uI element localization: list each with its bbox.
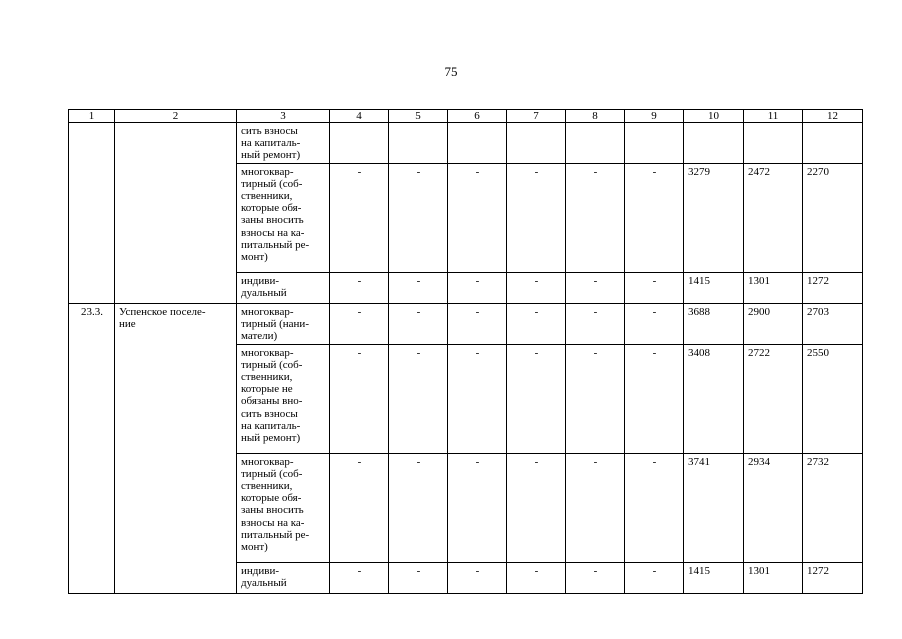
value-cell: 2550 xyxy=(803,344,863,453)
value-cell: - xyxy=(389,453,448,562)
value-cell: 2270 xyxy=(803,163,863,272)
column-header: 4 xyxy=(330,110,389,123)
value-cell: - xyxy=(566,303,625,344)
value-cell: - xyxy=(330,303,389,344)
table-row xyxy=(69,303,863,344)
table-row xyxy=(69,123,863,164)
column-header: 1 xyxy=(69,110,115,123)
value-cell: - xyxy=(448,303,507,344)
column-header: 3 xyxy=(237,110,330,123)
page-number: 75 xyxy=(444,64,458,79)
value-cell xyxy=(803,123,863,164)
value-cell: 2703 xyxy=(803,303,863,344)
column-header: 9 xyxy=(625,110,684,123)
value-cell: - xyxy=(507,272,566,303)
value-cell: 1415 xyxy=(684,272,744,303)
value-cell: - xyxy=(389,562,448,593)
value-cell: 3408 xyxy=(684,344,744,453)
value-cell: 1301 xyxy=(744,272,803,303)
value-cell: 3279 xyxy=(684,163,744,272)
value-cell: - xyxy=(566,272,625,303)
value-cell: 2900 xyxy=(744,303,803,344)
value-cell: - xyxy=(625,163,684,272)
value-cell: - xyxy=(625,344,684,453)
value-cell: 1272 xyxy=(803,272,863,303)
settlement-code-cell: 23.3. xyxy=(69,303,115,593)
value-cell xyxy=(330,123,389,164)
value-cell: - xyxy=(566,453,625,562)
column-header: 6 xyxy=(448,110,507,123)
value-cell xyxy=(625,123,684,164)
value-cell: - xyxy=(507,163,566,272)
housing-type-cell: многоквар- тирный (соб- ственники, которые обя- заны вносить взносы на ка- питальный ре- монт) xyxy=(237,163,330,272)
value-cell: - xyxy=(566,562,625,593)
value-cell: - xyxy=(507,344,566,453)
value-cell: - xyxy=(507,453,566,562)
value-cell: - xyxy=(389,303,448,344)
value-cell: - xyxy=(448,163,507,272)
value-cell xyxy=(684,123,744,164)
settlement-code-cell xyxy=(69,123,115,304)
value-cell xyxy=(507,123,566,164)
value-cell: - xyxy=(566,163,625,272)
column-header: 5 xyxy=(389,110,448,123)
value-cell: 1301 xyxy=(744,562,803,593)
value-cell: - xyxy=(507,303,566,344)
value-cell: - xyxy=(507,562,566,593)
value-cell: - xyxy=(448,562,507,593)
value-cell: 1415 xyxy=(684,562,744,593)
value-cell: - xyxy=(330,562,389,593)
housing-type-cell: многоквар- тирный (соб- ственники, которые обя- заны вносить взносы на ка- питальный ре- монт) xyxy=(237,453,330,562)
value-cell: - xyxy=(566,344,625,453)
value-cell: - xyxy=(448,453,507,562)
column-header: 7 xyxy=(507,110,566,123)
value-cell: - xyxy=(625,453,684,562)
header-row xyxy=(69,110,863,123)
housing-type-cell: сить взносы на капиталь- ный ремонт) xyxy=(237,123,330,164)
housing-type-cell: многоквар- тирный (нани- матели) xyxy=(237,303,330,344)
value-cell: - xyxy=(330,344,389,453)
value-cell xyxy=(566,123,625,164)
value-cell: - xyxy=(625,303,684,344)
value-cell: 3741 xyxy=(684,453,744,562)
value-cell: - xyxy=(448,344,507,453)
value-cell: 3688 xyxy=(684,303,744,344)
value-cell: - xyxy=(625,272,684,303)
column-header: 8 xyxy=(566,110,625,123)
value-cell: 2732 xyxy=(803,453,863,562)
housing-type-cell: многоквар- тирный (соб- ственники, которые не обязаны вно- сить взносы на капиталь- ный ремонт) xyxy=(237,344,330,453)
value-cell: - xyxy=(389,344,448,453)
value-cell: - xyxy=(330,453,389,562)
value-cell: - xyxy=(389,163,448,272)
value-cell: 1272 xyxy=(803,562,863,593)
tariff-table xyxy=(68,109,863,594)
settlement-name-cell: Успенское поселе- ние xyxy=(115,303,237,593)
value-cell: - xyxy=(330,163,389,272)
value-cell xyxy=(744,123,803,164)
housing-type-cell: индиви- дуальный xyxy=(237,562,330,593)
value-cell xyxy=(389,123,448,164)
value-cell: - xyxy=(330,272,389,303)
value-cell: 2934 xyxy=(744,453,803,562)
value-cell: - xyxy=(625,562,684,593)
value-cell xyxy=(448,123,507,164)
housing-type-cell: индиви- дуальный xyxy=(237,272,330,303)
column-header: 2 xyxy=(115,110,237,123)
value-cell: 2722 xyxy=(744,344,803,453)
value-cell: 2472 xyxy=(744,163,803,272)
value-cell: - xyxy=(389,272,448,303)
column-header: 12 xyxy=(803,110,863,123)
column-header: 11 xyxy=(744,110,803,123)
settlement-name-cell xyxy=(115,123,237,304)
value-cell: - xyxy=(448,272,507,303)
column-header: 10 xyxy=(684,110,744,123)
